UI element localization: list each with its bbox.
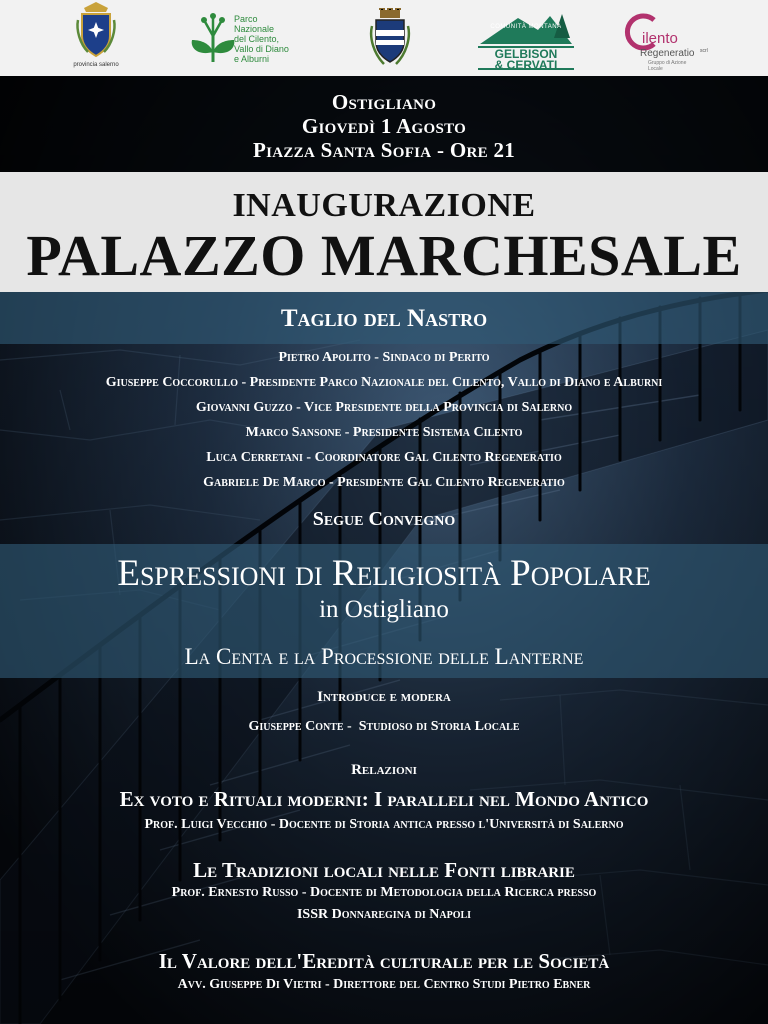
logo-parco-line: del Cilento, — [234, 34, 280, 44]
logo-comunita-montana — [478, 0, 574, 76]
convegno-place: in Ostigliano — [319, 596, 449, 623]
speaker-line: Gabriele De Marco - Presidente Gal Cilento Regeneratio — [203, 475, 565, 490]
talk-title: Le Tradizioni locali nelle Fonti librarie — [193, 858, 575, 882]
primrose-plant-icon — [188, 12, 238, 64]
logo-gal-sup: scrl — [700, 48, 708, 54]
title-inaugurazione: INAUGURAZIONE — [232, 187, 536, 224]
talk-speaker: Prof. Luigi Vecchio - Docente di Storia antica presso l'Università di Salerno — [144, 817, 624, 832]
event-place: Ostigliano — [331, 90, 437, 114]
moderator-name: Giuseppe Conte - Studioso di Storia Locale — [248, 719, 520, 734]
talk-title: Ex voto e Rituali moderni: I paralleli nel Mondo Antico — [119, 787, 649, 811]
logo-gal-caption: Gruppo di Azione Locale — [648, 60, 687, 72]
logo-bar — [0, 0, 768, 76]
talk-speaker-continued: ISSR Donnaregina di Napoli — [296, 907, 472, 922]
logo-gal-name2: Regeneratio — [640, 48, 695, 59]
municipal-crest-icon — [368, 8, 412, 70]
talks-label: Relazioni — [351, 762, 417, 778]
talk-title: Il Valore dell'Eredità culturale per le Società — [158, 949, 610, 973]
speaker-line: Marco Sansone - Presidente Sistema Cilento — [245, 425, 523, 440]
moderator-label: Introduce e modera — [317, 689, 451, 705]
talk-speaker: Avv. Giuseppe Di Vietri - Direttore del Centro Studi Pietro Ebner — [177, 977, 591, 992]
logo-gal-cilento — [622, 0, 708, 76]
speaker-line: Giovanni Guzzo - Vice Presidente della Provincia di Salerno — [195, 400, 573, 415]
event-venue: Piazza Santa Sofia - Ore 21 — [252, 138, 516, 162]
logo-provincia-caption: provincia salerno — [73, 62, 119, 68]
logo-parco-text — [234, 14, 290, 64]
logo-comunita-name2: & CERVATI — [494, 58, 558, 72]
logo-parco — [188, 0, 288, 76]
event-info-band — [0, 76, 768, 172]
logo-comunita-top: COMUNITÀ MONTANA — [490, 24, 562, 30]
event-date: Giovedì 1 Agosto — [301, 114, 467, 138]
logo-comunita-name1: GELBISON — [494, 47, 558, 61]
ribbon-heading: Taglio del Nastro — [280, 305, 488, 332]
convegno-subtitle: La Centa e la Processione delle Lanterne — [184, 644, 584, 669]
talk-speaker: Prof. Ernesto Russo - Docente di Metodologia della Ricerca presso — [171, 885, 597, 900]
title-palazzo: PALAZZO MARCHESALE — [26, 223, 742, 288]
coat-of-arms-icon — [74, 0, 118, 62]
logo-parco-line: Vallo di Diano — [234, 44, 289, 54]
logo-parco-line: e Alburni — [234, 54, 270, 64]
logo-parco-line: Parco Nazionale — [234, 14, 275, 34]
speaker-line: Luca Cerretani - Coordinatore Gal Cilento Regeneratio — [206, 450, 562, 465]
speaker-line: Giuseppe Coccorullo - Presidente Parco Nazionale del Cilento, Vallo di Diano e Alburni — [105, 375, 663, 390]
logo-comune — [368, 0, 412, 76]
logo-provincia — [74, 0, 118, 76]
convegno-title: Espressioni di Religiosità Popolare — [117, 553, 651, 594]
follow-label: Segue Convegno — [312, 508, 456, 530]
speaker-line: Pietro Apolito - Sindaco di Perito — [278, 350, 490, 365]
logo-gal-name1: ilento — [642, 30, 678, 47]
title-band — [0, 172, 768, 292]
